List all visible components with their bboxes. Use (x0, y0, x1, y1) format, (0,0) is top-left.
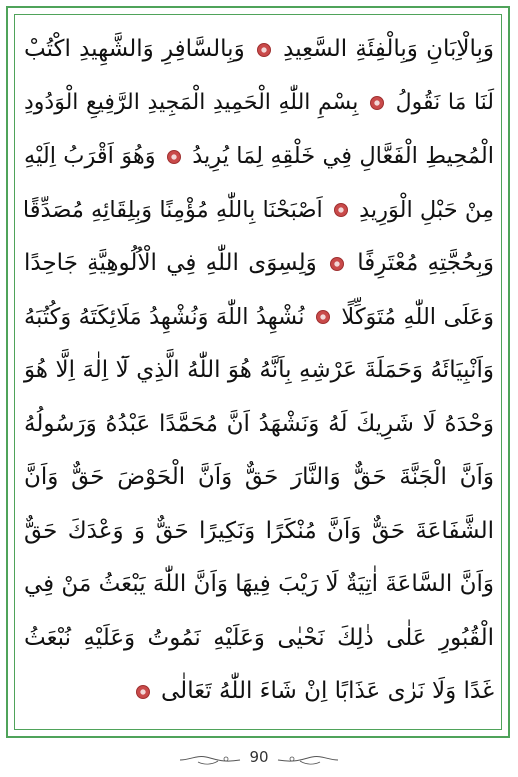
text-segment: وَلِسِوَى اللّٰهِ فِي الْاُلُوهِيَّةِ جَاحِدًا (24, 250, 317, 276)
text-line (24, 450, 494, 504)
text-segment: وَحْدَهُ لَا شَرِيكَ لَهُ وَنَشْهَدُ اَنَّ مُحَمَّدًا عَبْدُهُ وَرَسُولُهُ (24, 410, 494, 437)
text-segment: الشَّفَاعَةَ حَقٌّ وَاَنَّ مُنْكَرًا وَنَكِيرًا حَقٌّ وَ وَعْدَكَ حَقٌّ (24, 517, 494, 544)
text-line (24, 397, 494, 451)
text-segment: لَنَا مَا نَقُولُ (395, 89, 495, 115)
text-segment: الْمُحِيطِ الْفَعَّالِ فِي خَلْقِهِ لِمَا يُرِيدُ (192, 143, 494, 169)
prayer-text-block (24, 22, 494, 722)
text-line (24, 504, 494, 558)
text-line (24, 664, 494, 718)
text-segment: بِسْمِ اللّٰهِ الْحَمِيدِ الْمَجِيدِ الرَّفِيعِ الْوَدُودِ (24, 89, 359, 115)
text-segment: وَهُوَ اَقْرَبُ اِلَيْهِ (24, 143, 156, 169)
text-segment: مِنْ حَبْلِ الْوَرِيدِ (359, 196, 494, 223)
text-segment: وَعَلَى اللّٰهِ مُتَوَكِّلًا (341, 303, 494, 330)
text-line (24, 290, 494, 344)
rosette-separator-icon (167, 150, 181, 164)
text-segment: اَصْبَحْنَا بِاللّٰهِ مُؤْمِنًا وَبِلِقَائِهِ مُصَدِّقًا (22, 196, 323, 223)
text-line (24, 236, 494, 290)
text-line (24, 557, 494, 611)
rosette-separator-icon (257, 43, 271, 57)
text-line (24, 611, 494, 665)
text-segment: وَبِحُجَّتِهِ مُعْتَرِفًا (357, 250, 494, 276)
text-segment: وَاَنَّ السَّاعَةَ اٰتِيَةٌ لَا رَيْبَ فِيهَا وَاَنَّ اللّٰهَ يَبْعَثُ مَنْ فِي (23, 571, 494, 597)
text-line (24, 22, 494, 76)
rosette-separator-icon (316, 310, 330, 324)
rosette-separator-icon (330, 257, 344, 271)
swirl-ornament-icon (178, 753, 242, 767)
text-segment: الْقُبُورِ عَلٰى ذٰلِكَ نَحْيٰى وَعَلَيْهِ نَمُوتُ وَعَلَيْهِ نُبْعَثُ (24, 624, 494, 651)
text-line (24, 183, 494, 237)
page-footer (0, 745, 518, 773)
rosette-separator-icon (370, 96, 384, 110)
text-segment: وَاَنْبِيَائَهُ وَحَمَلَةَ عَرْشِهِ بِاَنَّهُ هُوَ اللّٰهُ الَّذِي لَٓا اِلٰهَ اِلَّا هُوَ (24, 357, 494, 383)
text-line (24, 343, 494, 397)
rosette-separator-icon (334, 203, 348, 217)
text-segment: وَبِالسَّافِرِ وَالشَّهِيدِ اكْتُبْ (24, 36, 245, 62)
rosette-separator-icon (136, 685, 150, 699)
page-number: 90 (249, 748, 269, 766)
text-segment: نُشْهِدُ اللّٰهَ وَنُشْهِدُ مَلَائِكَتَهُ وَكُتُبَهُ (24, 303, 305, 330)
text-line (24, 129, 494, 183)
text-segment: وَبِالْاِبَانِ وَبِالْفِئَةِ السَّعِيدِ (283, 36, 495, 62)
text-line (24, 76, 494, 130)
text-segment: وَاَنَّ الْجَنَّةَ حَقٌّ وَالنَّارَ حَقٌّ وَاَنَّ الْحَوْضَ حَقٌّ وَاَنَّ (24, 464, 494, 490)
swirl-ornament-icon (276, 753, 340, 767)
text-segment: غَدًا وَلَا نَرٰى عَذَابًا اِنْ شَاءَ اللّٰهُ تَعَالٰى (161, 678, 494, 704)
